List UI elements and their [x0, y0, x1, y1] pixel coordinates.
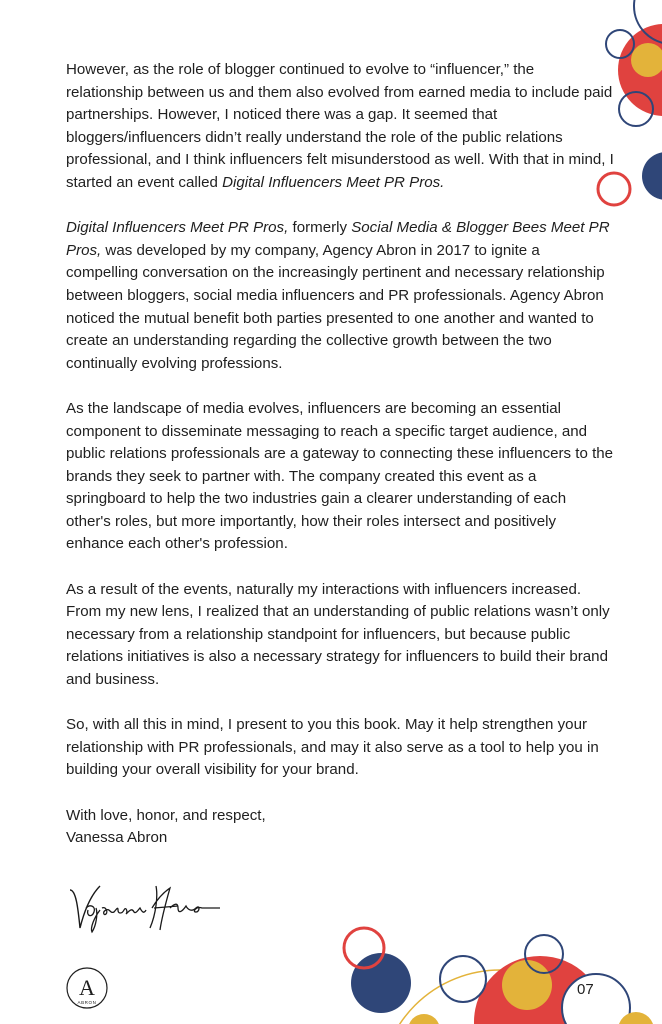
- deco-gold-circle: [408, 1014, 440, 1024]
- paragraph: So, with all this in mind, I present to you this book. May it help strengthen your relationship with PR professionals, and may it also serve as a tool to help you in building your overall visibility for your brand.: [66, 716, 599, 779]
- handwritten-signature: [66, 878, 221, 936]
- logo-letter: A: [79, 975, 95, 1000]
- paragraph: However, as the role of blogger continued to evolve to “influencer,” the relationship between us and them also evolved from earned media to include paid partnerships. However, I noticed there was a gap. It seemed that bloggers/influencers didn’t really understand the role of the public relations professional, and I think influencers felt misunderstood as well. With that in mind, I started an event called Digital Influencers Meet PR Pros.: [66, 61, 614, 191]
- signoff: [66, 805, 614, 850]
- deco-navy-ring: [440, 956, 486, 1002]
- paragraph: As the landscape of media evolves, influencers are becoming an essential component to disseminate messaging to reach a specific target audience, and public relations professionals are a gateway to connecting these influencers to the brands they seek to partner with. The company created this event as a springboard to help the two industries gain a clearer understanding of each other's roles, but more importantly, how their roles intersect and positively enhance each other's profession.: [66, 399, 614, 553]
- agency-logo: [63, 966, 111, 1015]
- deco-navy-circle: [351, 953, 411, 1013]
- bottom-right-decoration: [330, 918, 662, 1024]
- paragraph: Digital Influencers Meet PR Pros, formerly Social Media & Blogger Bees Meet PR Pros, was developed by my company, Agency Abron in 2017 to ignite a compelling conversation on the increasingly pertinent and necessary relationship between bloggers, social media influencers and PR professionals. Agency Abron noticed the mutual benefit both parties presented to one another and wanted to create an understanding regarding the collective growth between the two continually evolving professions.: [66, 219, 610, 372]
- logo-mark-icon: [63, 966, 111, 1010]
- paragraph: As a result of the events, naturally my interactions with influencers increased. From my new lens, I realized that an understanding of public relations wasn’t only necessary from a relationship standpoint for influencers, but because public relations initiatives is also a necessary strategy for influencers to build their brand and business.: [66, 580, 610, 689]
- signoff-line: With love, honor, and respect,: [66, 806, 266, 824]
- deco-gold-circle: [502, 960, 552, 1010]
- deco-navy-circle: [642, 152, 662, 200]
- letter-body: [66, 59, 614, 850]
- author-name: Vanessa Abron: [66, 829, 168, 847]
- page-number: 07: [577, 981, 594, 998]
- logo-wordmark: ABRON: [77, 1000, 97, 1005]
